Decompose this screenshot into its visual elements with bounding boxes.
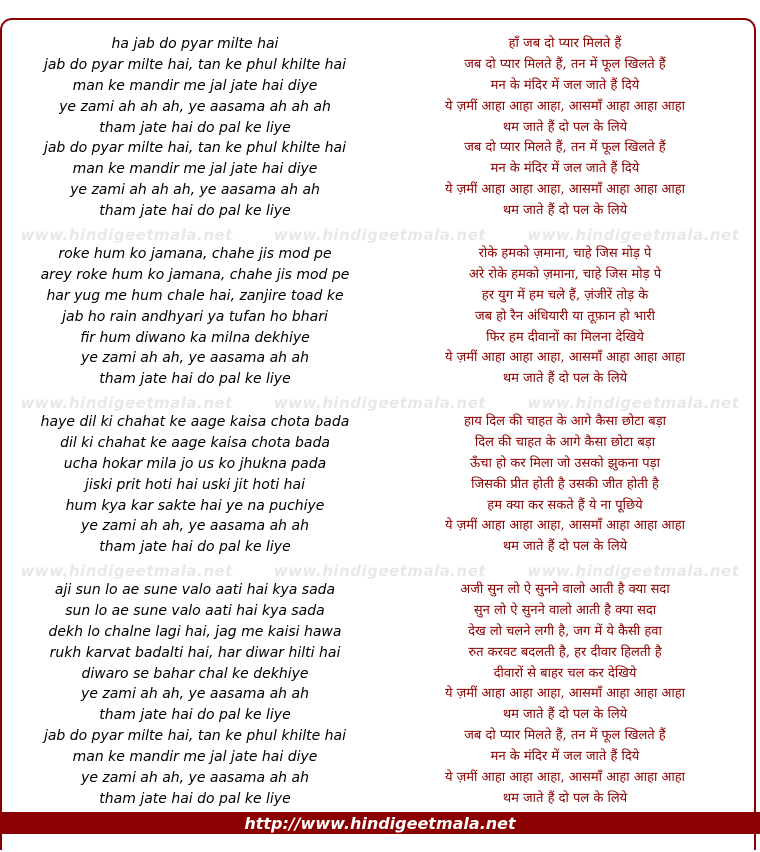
watermark-text: www.hindigeetmala.net <box>20 394 233 412</box>
lyric-line: थम जाते हैं दो पल के लिये <box>502 707 628 723</box>
watermark-text: www.hindigeetmala.net <box>527 226 740 244</box>
lyric-line: हम क्या कर सकते हैं ये ना पूछिये <box>487 497 643 513</box>
lyric-line: tham jate hai do pal ke liye <box>99 203 291 220</box>
lyric-line: man ke mandir me jal jate hai diye <box>72 161 318 178</box>
watermark-text: www.hindigeetmala.net <box>273 394 487 412</box>
lyric-line: ye zami ah ah, ye aasama ah ah <box>81 518 309 535</box>
lyric-line: ye zami ah ah ah, ye aasama ah ah <box>70 182 320 199</box>
lyric-line: diwaro se bahar chal ke dekhiye <box>81 665 309 682</box>
lyric-line: jab ho rain andhyari ya tufan ho bhari <box>62 308 328 325</box>
lyric-line: ha jab do pyar milte hai <box>111 36 279 52</box>
lyric-line: देख लो चलने लगी है, जग में ये कैसी हवा <box>468 623 662 639</box>
lyric-line: थम जाते हैं दो पल के लिये <box>502 119 628 135</box>
lyric-line: थम जाते हैं दो पल के लिये <box>502 371 628 387</box>
stanza-2-roman <box>30 244 360 390</box>
lyric-line: रुत करवट बदलती है, हर दीवार हिलती है <box>468 644 662 660</box>
lyric-line: जब दो प्यार मिलते हैं, तन में फूल खिलते हैं <box>464 140 666 156</box>
lyric-line: मन के मंदिर में जल जाते हैं दिये <box>490 161 640 177</box>
lyric-line: अरे रोके हमको ज़माना, चाहे जिस मोड़ पे <box>468 266 662 282</box>
lyric-line: रोके हमको ज़माना, चाहे जिस मोड़ पे <box>478 246 652 261</box>
footer-url-link[interactable]: http://www.hindigeetmala.net <box>244 813 516 833</box>
lyric-line: har yug me hum chale hai, zanjire toad ke <box>46 287 344 304</box>
lyric-line: dil ki chahat ke aage kaisa chota bada <box>60 434 330 451</box>
stanza-1-devanagari <box>400 34 730 222</box>
lyric-line: jab do pyar milte hai, tan ke phul khilte hai <box>43 56 347 73</box>
lyric-line: tham jate hai do pal ke liye <box>99 790 291 807</box>
stanza-2-devanagari <box>400 244 730 390</box>
lyric-line: dekh lo chalne lagi hai, jag me kaisi hawa <box>48 623 342 640</box>
watermark-row <box>0 224 760 246</box>
lyric-line: ये ज़मीं आहा आहा आहा, आसमाँ आहा आहा आहा <box>444 686 686 702</box>
stanza-3-roman <box>30 412 360 558</box>
lyric-line: ऊँचा हो कर मिला जो उसको झुकना पड़ा <box>469 455 661 471</box>
lyric-line: अजी सुन लो ऐ सुनने वालो आती है क्या सदा <box>460 582 670 597</box>
lyric-line: ye zami ah ah, ye aasama ah ah <box>81 350 309 367</box>
lyric-line: aji sun lo ae sune valo aati hai kya sada <box>54 582 336 598</box>
lyric-line: मन के मंदिर में जल जाते हैं दिये <box>490 749 640 765</box>
lyric-line: hum kya kar sakte hai ye na puchiye <box>65 497 325 514</box>
lyric-line: फिर हम दीवानों का मिलना देखिये <box>486 329 644 345</box>
watermark-text: www.hindigeetmala.net <box>527 562 740 580</box>
watermark-row <box>0 392 760 414</box>
lyric-line: ये ज़मीं आहा आहा आहा, आसमाँ आहा आहा आहा <box>444 350 686 366</box>
watermark-row <box>0 560 760 582</box>
lyric-line: ye zami ah ah, ye aasama ah ah <box>81 770 309 787</box>
lyric-line: jab do pyar milte hai, tan ke phul khilte hai <box>43 728 347 745</box>
watermark-text: www.hindigeetmala.net <box>20 562 233 580</box>
lyric-line: jiski prit hoti hai uski jit hoti hai <box>85 476 305 493</box>
footer-bar <box>0 812 760 834</box>
lyric-line: sun lo ae sune valo aati hai kya sada <box>65 602 325 619</box>
lyric-line: थम जाते हैं दो पल के लिये <box>502 203 628 219</box>
lyric-line: थम जाते हैं दो पल के लिये <box>502 790 628 806</box>
lyric-line: हर युग में हम चले हैं, ज़ंजीरें तोड़ के <box>481 287 649 303</box>
lyric-line: जब हो रैन अंधियारी या तूफ़ान हो भारी <box>474 308 656 324</box>
lyric-line: मन के मंदिर में जल जाते हैं दिये <box>490 77 640 93</box>
lyric-line: ये ज़मीं आहा आहा आहा, आसमाँ आहा आहा आहा <box>444 518 686 534</box>
lyric-line: सुन लो ऐ सुनने वालो आती है क्या सदा <box>473 602 657 618</box>
lyric-line: दिल की चाहत के आगे कैसा छोटा बड़ा <box>474 434 656 450</box>
lyric-line: jab do pyar milte hai, tan ke phul khilte hai <box>43 140 347 157</box>
lyric-line: जब दो प्यार मिलते हैं, तन में फूल खिलते हैं <box>464 56 666 72</box>
watermark-text: www.hindigeetmala.net <box>20 226 233 244</box>
lyric-line: ये ज़मीं आहा आहा आहा, आसमाँ आहा आहा आहा <box>444 98 686 114</box>
lyric-line: fir hum diwano ka milna dekhiye <box>80 329 310 346</box>
stanza-4-devanagari <box>400 580 730 810</box>
watermark-text: www.hindigeetmala.net <box>273 226 487 244</box>
stanza-3-devanagari <box>400 412 730 558</box>
stanza-4-roman <box>30 580 360 810</box>
watermark-text: www.hindigeetmala.net <box>527 394 740 412</box>
lyric-line: tham jate hai do pal ke liye <box>99 371 291 388</box>
lyric-line: man ke mandir me jal jate hai diye <box>72 77 318 94</box>
lyric-line: rukh karvat badalti hai, har diwar hilti hai <box>49 644 341 661</box>
stanza-1-roman <box>30 34 360 222</box>
lyric-line: थम जाते हैं दो पल के लिये <box>502 539 628 555</box>
lyric-line: ye zami ah ah, ye aasama ah ah <box>81 686 309 703</box>
lyric-line: ye zami ah ah ah, ye aasama ah ah ah <box>59 98 331 115</box>
watermark-text: www.hindigeetmala.net <box>273 562 487 580</box>
lyric-line: haye dil ki chahat ke aage kaisa chota bada <box>40 414 350 430</box>
lyric-line: tham jate hai do pal ke liye <box>99 707 291 724</box>
lyric-line: दीवारों से बाहर चल कर देखिये <box>493 665 637 681</box>
lyric-line: ucha hokar mila jo us ko jhukna pada <box>63 455 327 472</box>
lyric-line: जिसकी प्रीत होती है उसकी जीत होती है <box>471 476 659 492</box>
lyric-line: tham jate hai do pal ke liye <box>99 119 291 136</box>
lyric-line: tham jate hai do pal ke liye <box>99 539 291 556</box>
lyric-line: man ke mandir me jal jate hai diye <box>72 749 318 766</box>
lyric-line: हाँ जब दो प्यार मिलते हैं <box>508 36 622 51</box>
lyric-line: arey roke hum ko jamana, chahe jis mod pe <box>40 266 350 283</box>
lyric-line: ये ज़मीं आहा आहा आहा, आसमाँ आहा आहा आहा <box>444 770 686 786</box>
lyric-line: ये ज़मीं आहा आहा आहा, आसमाँ आहा आहा आहा <box>444 182 686 198</box>
lyric-line: हाय दिल की चाहत के आगे कैसा छोटा बड़ा <box>463 414 667 429</box>
lyric-line: जब दो प्यार मिलते हैं, तन में फूल खिलते हैं <box>464 728 666 744</box>
lyric-line: roke hum ko jamana, chahe jis mod pe <box>58 246 332 262</box>
